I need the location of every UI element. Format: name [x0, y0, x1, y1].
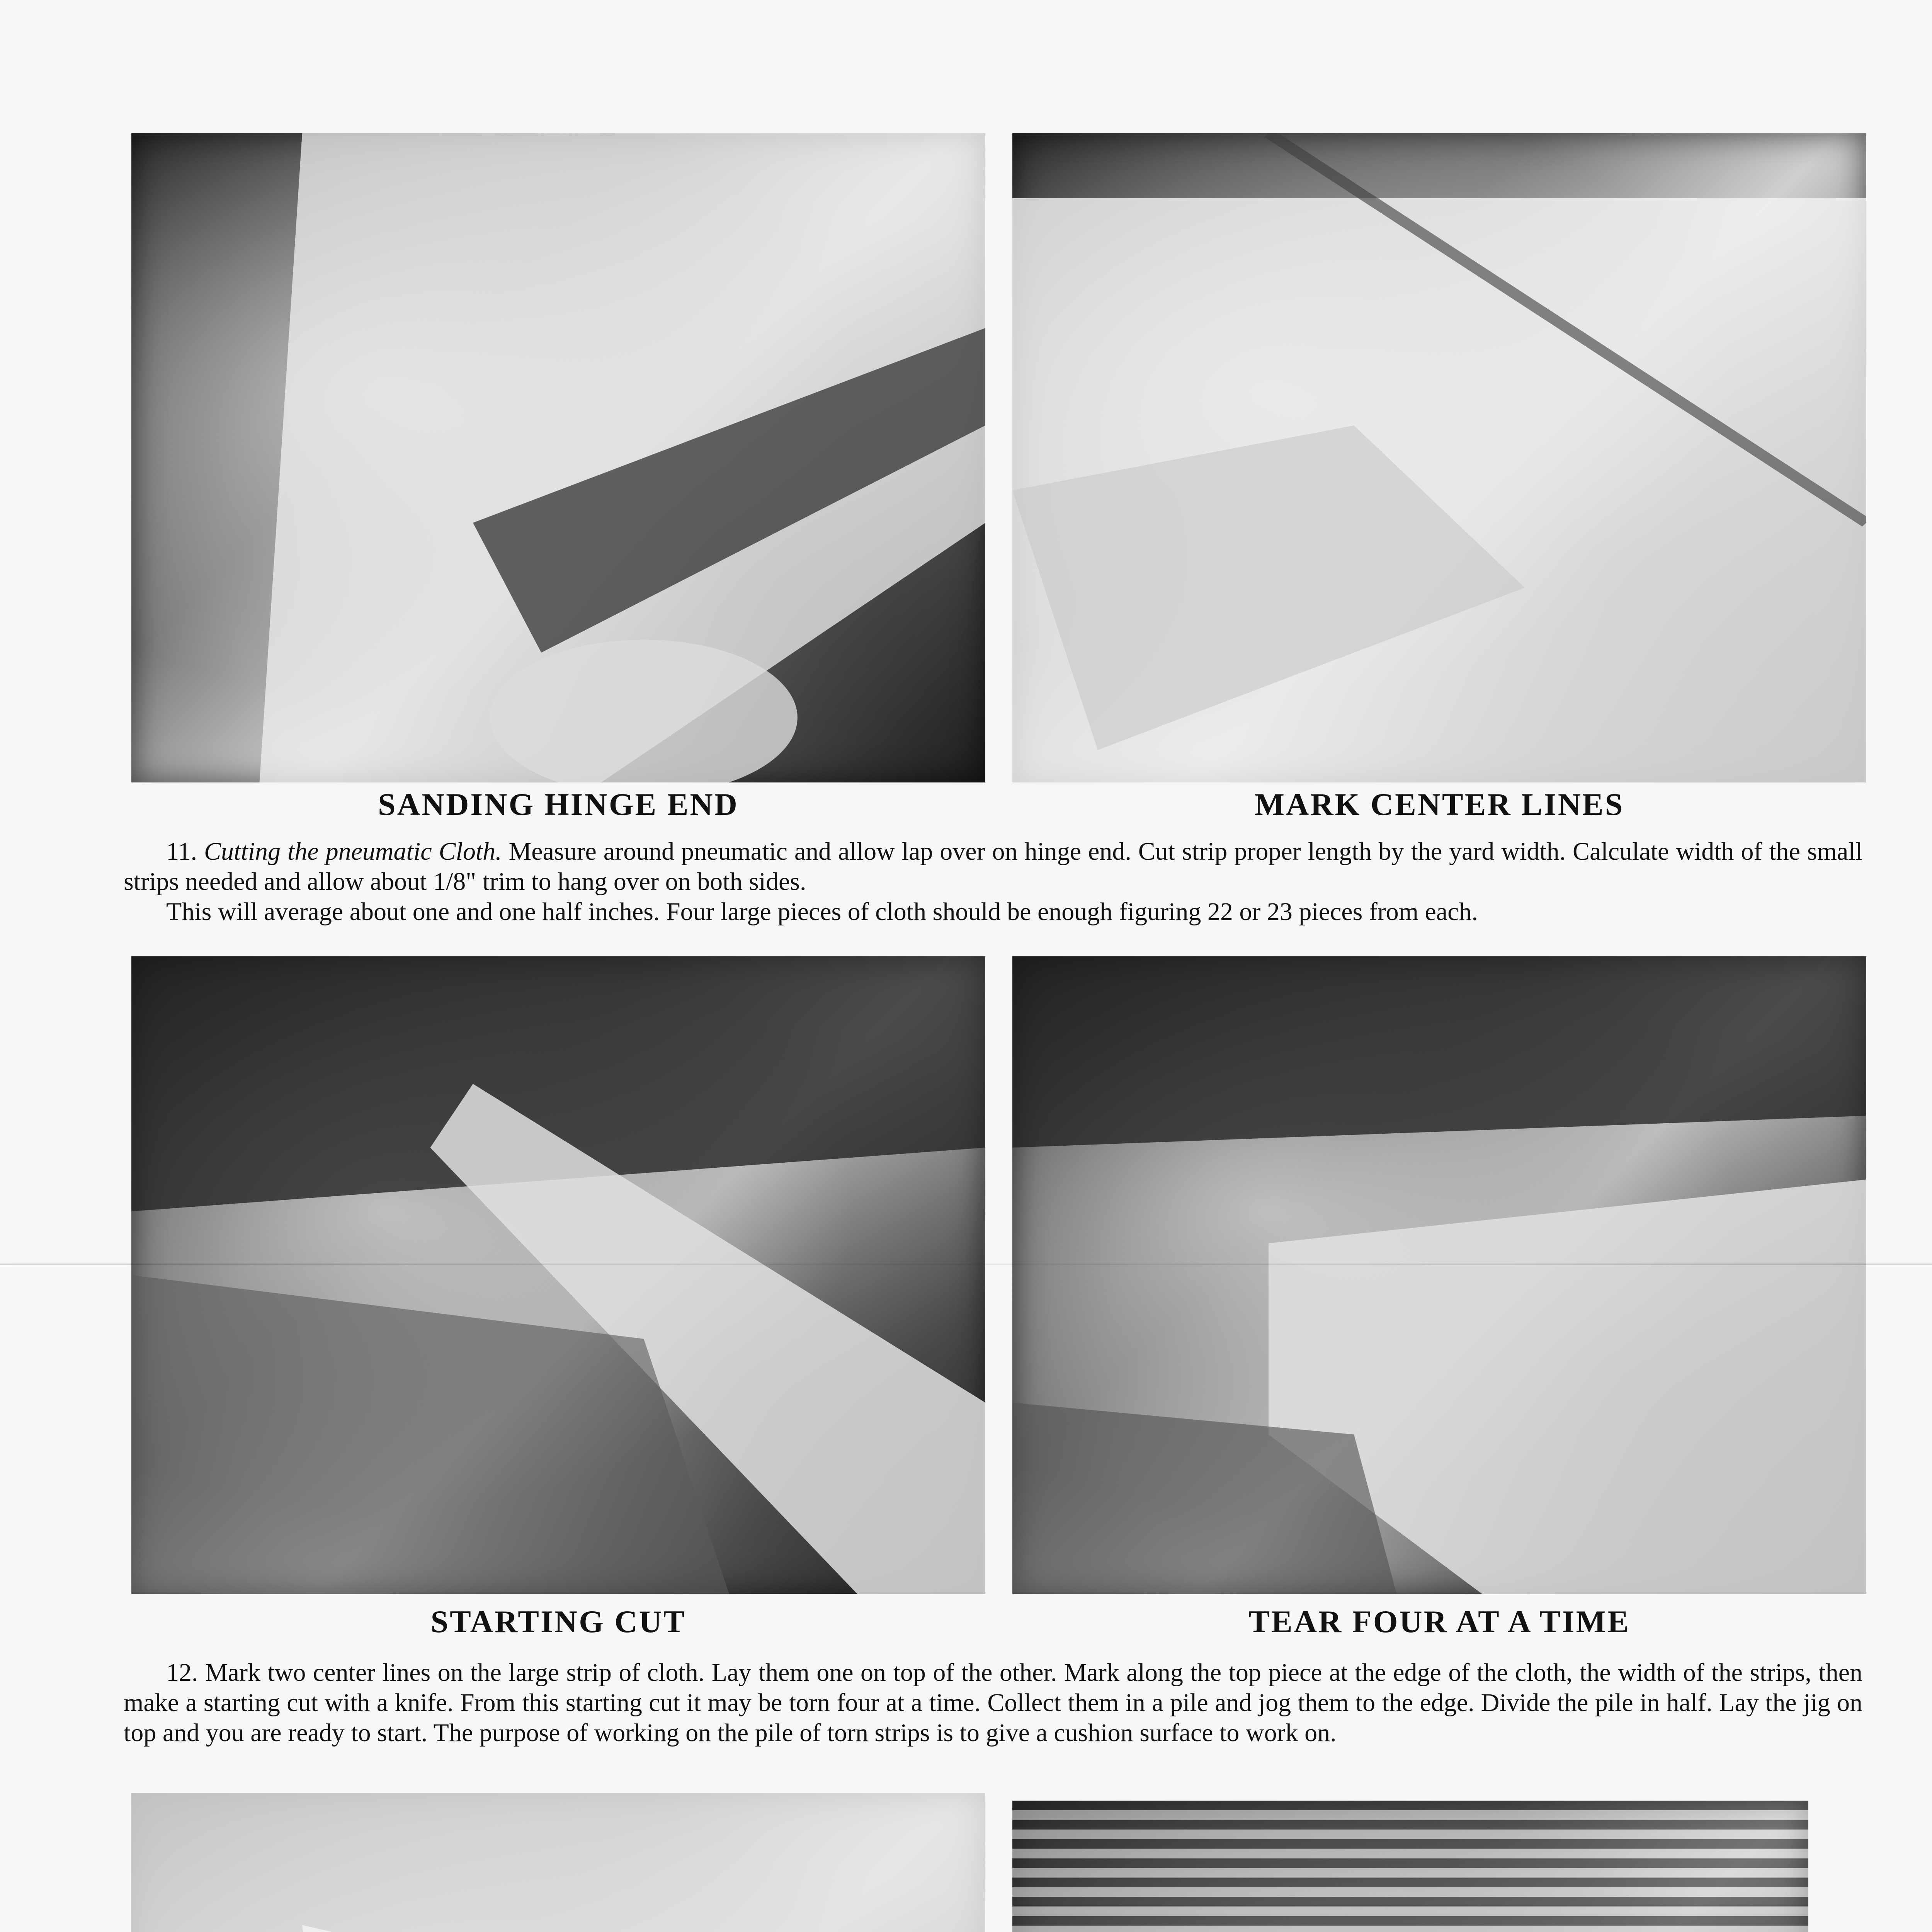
photo-shading: [131, 133, 985, 782]
section-11-text-1: Measure around pneumatic and allow lap over on hinge end. Cut strip proper length by the yard width. Calculate width of the small strips needed and allow about: [124, 837, 1862, 896]
photo-gluing-feet: [131, 1793, 985, 1932]
photo-starting-cut: [131, 956, 985, 1594]
photo-shading: [1012, 1801, 1808, 1932]
section-11-text-3: This will average about one and one half inches. Four large pieces of cloth should be enough figuring 22 or 23 pieces from each.: [166, 898, 1478, 926]
section-12-text: 12. Mark two center lines on the large strip of cloth. Lay them one on top of the other. Mark along the top piece at the edge of the cloth, the width of the strips, then make a starting cut with a knife. From this starting cut it may be torn four at a time. Collect them in a pile and jog them to the edge. Divide the pile in half. Lay the jig on top and you are ready to start. The purpose of working on the pile of torn strips is to give a cushion surface to work on.: [124, 1658, 1862, 1747]
photo-tear-four-at-a-time: [1012, 956, 1866, 1594]
photo-mark-center-lines: [1012, 133, 1866, 782]
caption-mark-center-lines: MARK CENTER LINES: [1254, 787, 1624, 822]
section-11-number: 11.: [166, 837, 197, 866]
section-11-title: Cutting the pneumatic Cloth.: [204, 837, 502, 866]
section-11-paragraph: [124, 837, 1862, 927]
photo-shading: [131, 956, 985, 1594]
photo-shading: [1012, 133, 1866, 782]
section-11-text-2: trim to hang over on both sides.: [482, 867, 806, 896]
photo-shading: [1012, 956, 1866, 1594]
photo-shading: [131, 1793, 985, 1932]
caption-sanding-hinge-end: SANDING HINGE END: [378, 787, 739, 822]
section-11-fraction: 1/8": [433, 867, 476, 896]
section-12-paragraph: [124, 1658, 1862, 1748]
photo-sanding-hinge-end: [131, 133, 985, 782]
photo-swing-the-other-into-position: [1012, 1801, 1808, 1932]
caption-starting-cut: STARTING CUT: [430, 1604, 686, 1639]
caption-tear-four-at-a-time: TEAR FOUR AT A TIME: [1248, 1604, 1630, 1639]
page-fold-line: [0, 1264, 1932, 1265]
